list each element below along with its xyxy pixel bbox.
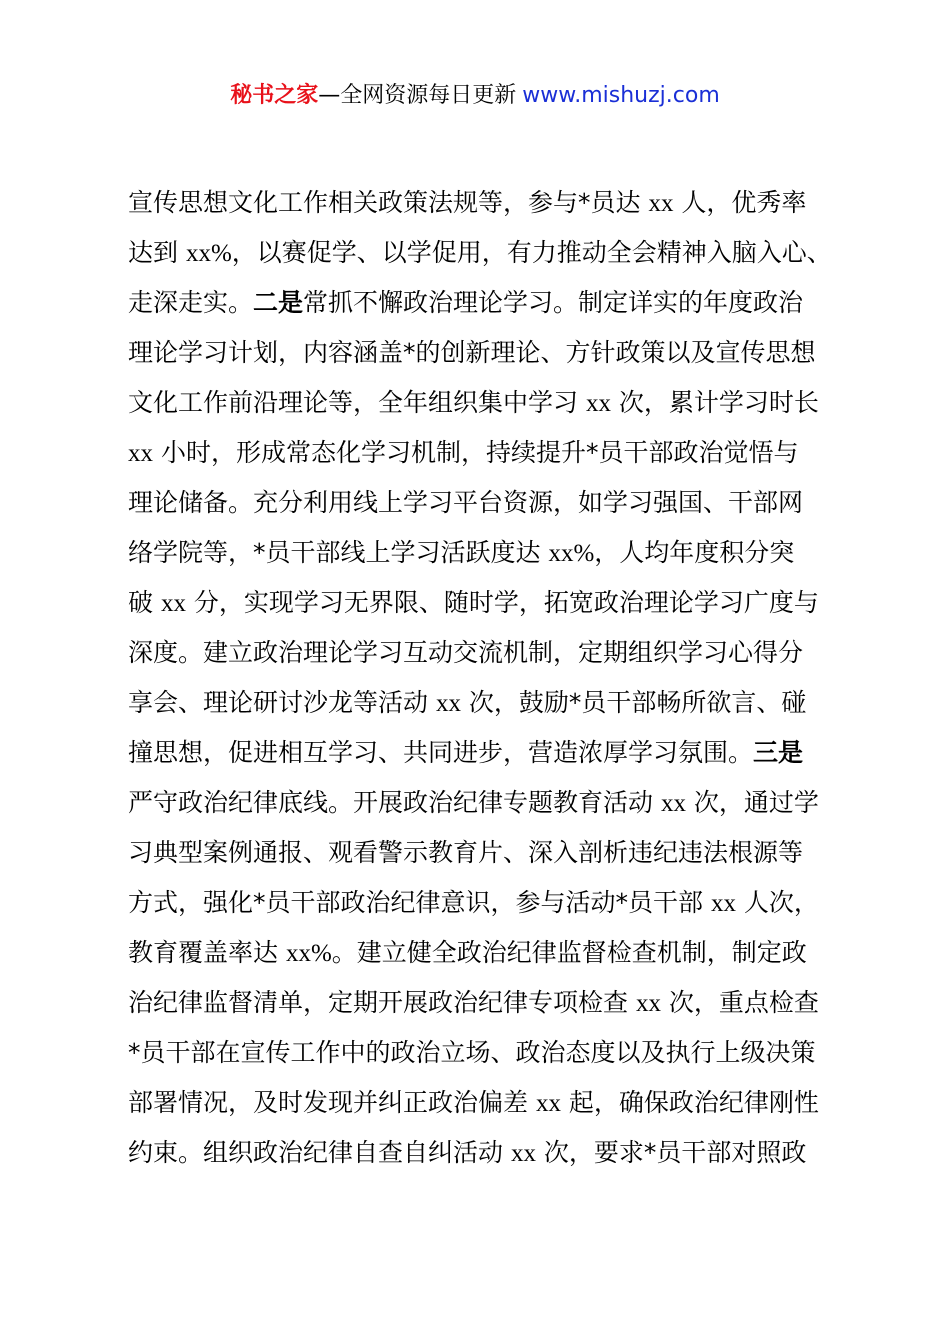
body-text-run: 文化工作前沿理论等，全年组织集中学习 [128, 388, 586, 417]
body-text-run: xx [435, 690, 461, 717]
body-text-line [128, 478, 848, 528]
body-text-run: 治纪律监督清单，定期开展政治纪律专项检查 [128, 988, 636, 1017]
body-text-run: xx [535, 1090, 561, 1117]
body-text-run: xx [648, 190, 674, 217]
body-text-run: 撞思想，促进相互学习、共同进步，营造浓厚学习氛围。 [128, 738, 754, 767]
body-text-line [128, 828, 848, 878]
body-text-line [128, 528, 848, 578]
body-text-run: ，人均年度积分突 [594, 538, 795, 567]
body-text-run: 习典型案例通报、观看警示教育片、深入剖析违纪违法根源等 [128, 838, 804, 867]
body-text-run: 常抓不懈政治理论学习。制定详实的年度政治 [303, 288, 804, 317]
body-text-line [128, 428, 848, 478]
body-text-run: xx [660, 790, 686, 817]
bold-heading-text: 二是 [253, 288, 304, 317]
body-text-line [128, 178, 848, 228]
body-text-run: *员干部在宣传工作中的政治立场、政治态度以及执行上级决策 [128, 1038, 816, 1067]
site-url-link[interactable]: www.mishuzj.com [522, 83, 720, 108]
body-text-run: 起，确保政治纪律刚性 [560, 1088, 819, 1117]
body-text-run: 走深走实。 [128, 288, 254, 317]
body-text-line [128, 678, 848, 728]
site-header [0, 80, 950, 112]
body-text-run: xx [510, 1140, 536, 1167]
body-text-run: 约束。组织政治纪律自查自纠活动 [128, 1138, 511, 1167]
body-text-line [128, 778, 848, 828]
body-text-run: 严守政治纪律底线。开展政治纪律专题教育活动 [128, 788, 661, 817]
body-text-run: 络学院等，*员干部线上学习活跃度达 [128, 538, 549, 567]
body-text-run: 宣传思想文化工作相关政策法规等，参与*员达 [128, 188, 649, 217]
body-text-run: 小时，形成常态化学习机制，持续提升*员干部政治觉悟与 [153, 438, 799, 467]
body-text-run: 享会、理论研讨沙龙等活动 [128, 688, 436, 717]
body-text-line [128, 1128, 848, 1178]
body-text-line [128, 1028, 848, 1078]
body-text-run: 教育覆盖率达 [128, 938, 286, 967]
body-text-run: xx [635, 990, 661, 1017]
body-text-run: 达到 [128, 238, 186, 267]
body-text-run: 人，优秀率 [673, 188, 807, 217]
document-body [128, 178, 848, 1178]
body-text-run: 次，通过学 [685, 788, 819, 817]
body-text-run: xx [710, 890, 736, 917]
body-text-run: ，以赛促学、以学促用，有力推动全会精神入脑入心、 [231, 238, 832, 267]
body-text-line [128, 728, 848, 778]
body-text-line [128, 1078, 848, 1128]
body-text-run: 次，重点检查 [660, 988, 819, 1017]
body-text-line [128, 278, 848, 328]
body-text-run: 人次， [735, 888, 819, 917]
body-text-run: 破 [128, 588, 161, 617]
body-text-line [128, 878, 848, 928]
body-text-run: xx [128, 440, 153, 467]
body-text-line [128, 628, 848, 678]
body-text-line [128, 578, 848, 628]
body-text-run: 次，累计学习时长 [610, 388, 819, 417]
body-text-line [128, 228, 848, 278]
body-text-run: 分，实现学习无界限、随时学，拓宽政治理论学习广度与 [185, 588, 819, 617]
body-text-run: xx [585, 390, 611, 417]
body-text-run: xx% [185, 240, 232, 267]
body-text-run: xx% [548, 540, 595, 567]
body-text-run: 深度。建立政治理论学习互动交流机制，定期组织学习心得分 [128, 638, 804, 667]
body-text-run: 部署情况，及时发现并纠正政治偏差 [128, 1088, 536, 1117]
body-text-line [128, 328, 848, 378]
body-text-line [128, 928, 848, 978]
body-text-line [128, 978, 848, 1028]
body-text-run: xx% [285, 940, 332, 967]
body-text-run: xx [160, 590, 186, 617]
site-brand: 秘书之家 [230, 83, 319, 108]
body-text-run: 理论学习计划，内容涵盖*的创新理论、方针政策以及宣传思想 [128, 338, 816, 367]
body-text-run: 方式，强化*员干部政治纪律意识，参与活动*员干部 [128, 888, 711, 917]
site-tagline: —全网资源每日更新 [318, 83, 517, 108]
body-text-run: 次，鼓励*员干部畅所欲言、碰 [460, 688, 807, 717]
body-text-run: 次，要求*员干部对照政 [535, 1138, 807, 1167]
bold-heading-text: 三是 [753, 738, 804, 767]
body-text-run: 。建立健全政治纪律监督检查机制，制定政 [331, 938, 807, 967]
body-text-line [128, 378, 848, 428]
body-text-run: 理论储备。充分利用线上学习平台资源，如学习强国、干部网 [128, 488, 804, 517]
